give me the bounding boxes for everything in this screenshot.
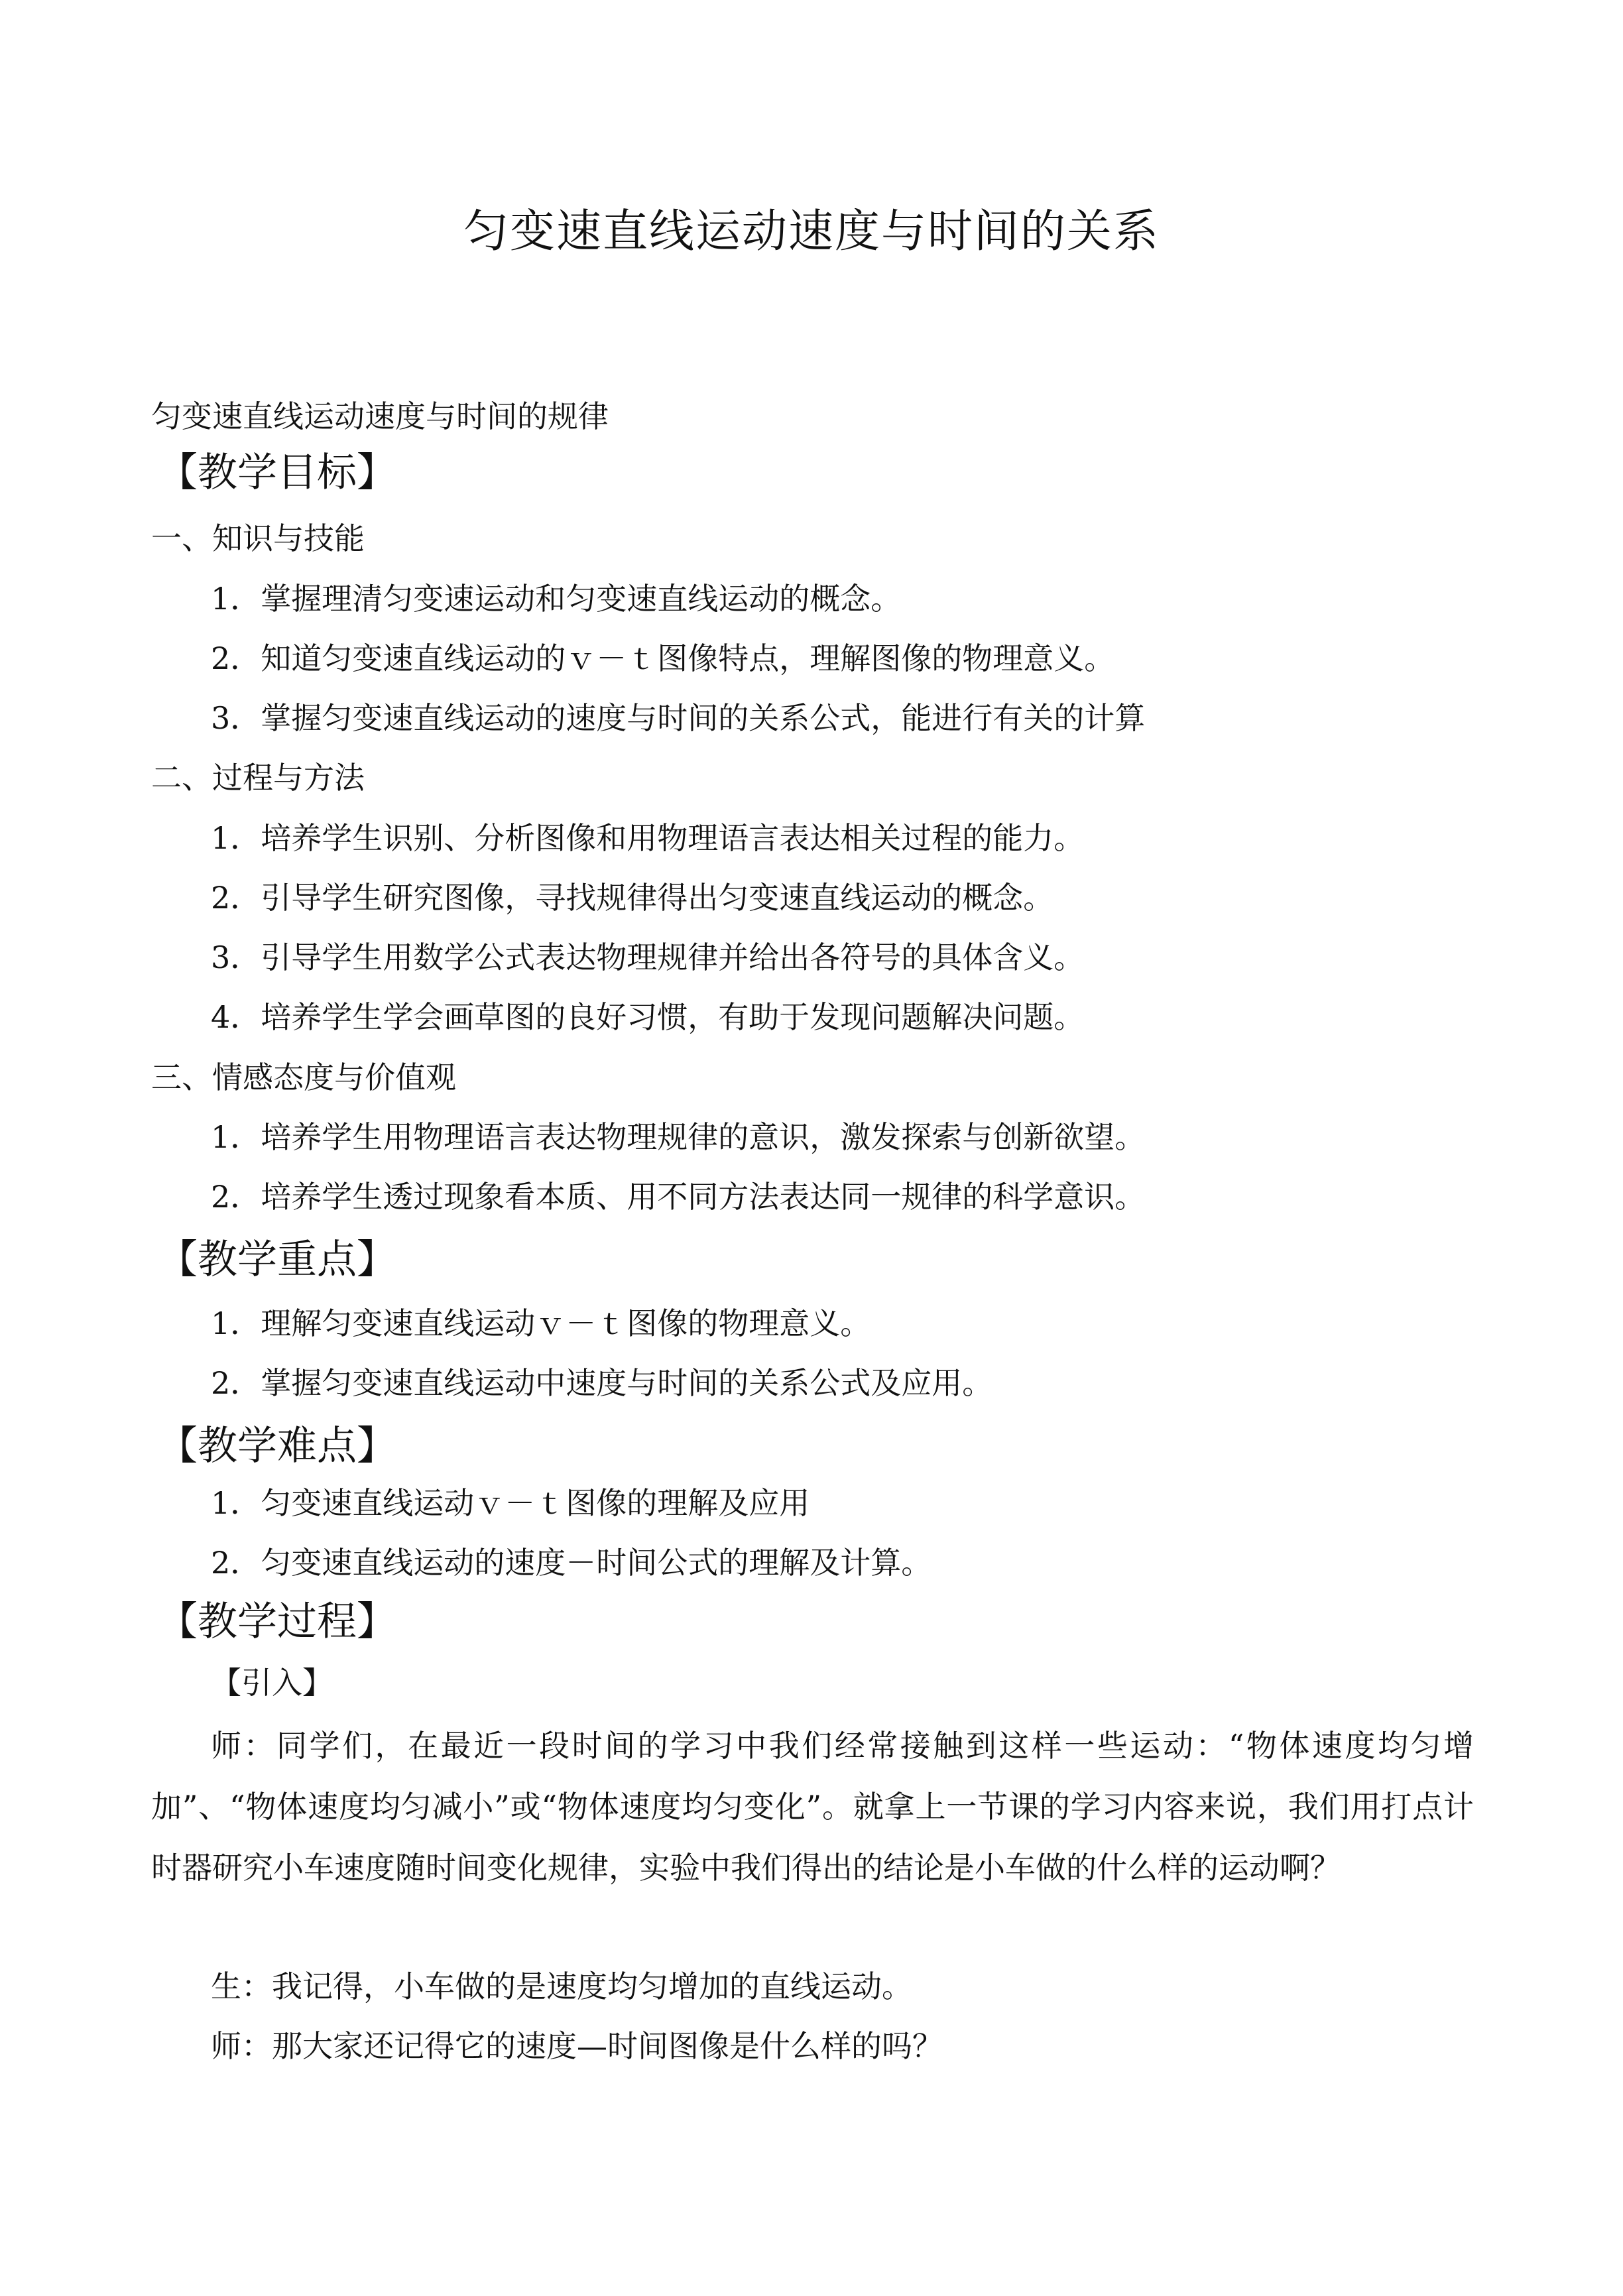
goals-section-heading: 一、知识与技能 (151, 520, 365, 556)
section-heading-process: 【教学过程】 (158, 1599, 396, 1645)
list-item: 2．掌握匀变速直线运动中速度与时间的关系公式及应用。 (211, 1365, 993, 1401)
list-item: 4．培养学生学会画草图的良好习惯，有助于发现问题解决问题。 (211, 999, 1085, 1035)
list-item: 1．培养学生用物理语言表达物理规律的意识，激发探索与创新欲望。 (211, 1119, 1146, 1155)
list-item: 2．匀变速直线运动的速度－时间公式的理解及计算。 (211, 1545, 932, 1581)
list-item: 1．掌握理清匀变速运动和匀变速直线运动的概念。 (211, 581, 902, 617)
section-heading-goals: 【教学目标】 (158, 450, 396, 496)
paragraph: 师：那大家还记得它的速度—时间图像是什么样的吗？ (211, 2028, 943, 2064)
list-item: 1．匀变速直线运动ｖ－ｔ图像的理解及应用 (211, 1485, 810, 1521)
paragraph: 生：我记得，小车做的是速度均匀增加的直线运动。 (211, 1968, 912, 2004)
section-heading-key-points: 【教学重点】 (158, 1237, 396, 1283)
list-item: 1．理解匀变速直线运动ｖ－ｔ图像的物理意义。 (211, 1305, 871, 1341)
list-item: 2．知道匀变速直线运动的ｖ－ｔ图像特点，理解图像的物理意义。 (211, 640, 1115, 676)
intro-label: 【引入】 (211, 1665, 333, 1701)
page-title: 匀变速直线运动速度与时间的关系 (463, 206, 1160, 258)
list-item: 3．掌握匀变速直线运动的速度与时间的关系公式，能进行有关的计算 (211, 700, 1146, 736)
list-item: 1．培养学生识别、分析图像和用物理语言表达相关过程的能力。 (211, 820, 1085, 856)
subtitle: 匀变速直线运动速度与时间的规律 (151, 398, 609, 434)
goals-section-heading: 二、过程与方法 (151, 760, 365, 796)
list-item: 2．引导学生研究图像，寻找规律得出匀变速直线运动的概念。 (211, 880, 1054, 916)
list-item: 2．培养学生透过现象看本质、用不同方法表达同一规律的科学意识。 (211, 1179, 1146, 1215)
goals-section-heading: 三、情感态度与价值观 (151, 1059, 456, 1095)
list-item: 3．引导学生用数学公式表达物理规律并给出各符号的具体含义。 (211, 939, 1085, 975)
paragraph: 师：同学们，在最近一段时间的学习中我们经常接触到这样一些运动：“物体速度均匀增加”、“物体速度均匀减小”或“物体速度均匀变化”。就拿上一节课的学习内容来说，我们用打点计时器研究小车速度随时间变化规律，实验中我们得出的结论是小车做的什么样的运动啊？ (151, 1728, 1474, 1886)
section-heading-difficulties: 【教学难点】 (158, 1423, 396, 1469)
